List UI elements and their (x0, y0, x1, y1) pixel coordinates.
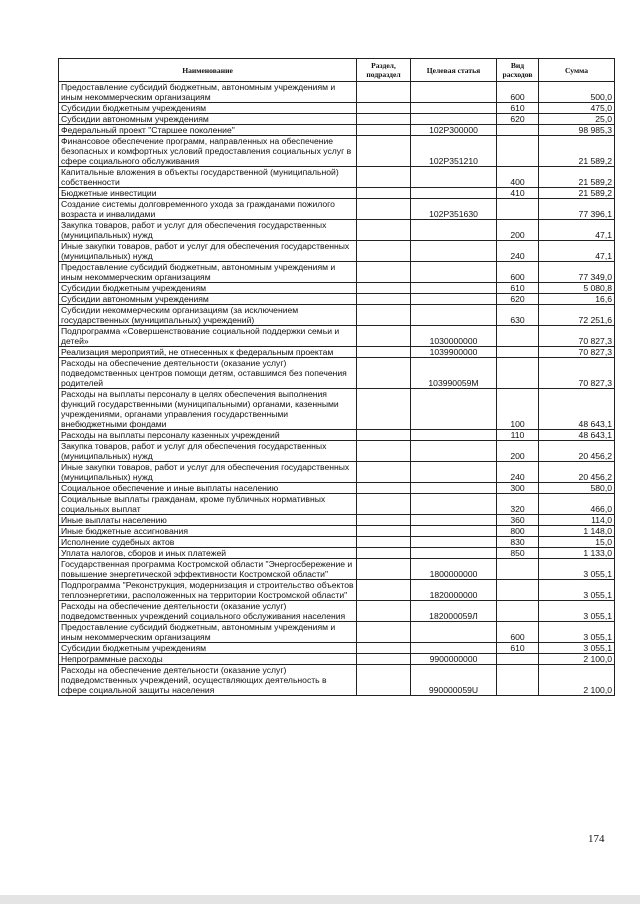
cell-name: Предоставление субсидий бюджетным, автономным учреждениям и иным некоммерческим организациям (59, 82, 357, 103)
cell-sum: 70 827,3 (539, 326, 615, 347)
cell-target (411, 483, 497, 494)
cell-target (411, 622, 497, 643)
table-row (59, 654, 615, 665)
cell-sum: 98 985,3 (539, 125, 615, 136)
cell-sum: 16,6 (539, 294, 615, 305)
cell-section (357, 537, 411, 548)
cell-target: 990000059U (411, 665, 497, 696)
cell-kind: 100 (497, 389, 539, 430)
cell-kind: 600 (497, 262, 539, 283)
cell-sum: 21 589,2 (539, 167, 615, 188)
cell-name: Закупка товаров, работ и услуг для обеспечения государственных (муниципальных) нужд (59, 220, 357, 241)
cell-section (357, 241, 411, 262)
cell-kind: 320 (497, 494, 539, 515)
table-row (59, 114, 615, 125)
cell-name: Бюджетные инвестиции (59, 188, 357, 199)
table-row (59, 643, 615, 654)
cell-sum: 15,0 (539, 537, 615, 548)
table-row (59, 262, 615, 283)
cell-section (357, 494, 411, 515)
cell-kind: 400 (497, 167, 539, 188)
cell-section (357, 262, 411, 283)
cell-kind: 410 (497, 188, 539, 199)
cell-kind (497, 358, 539, 389)
header-sum: Сумма (539, 59, 615, 82)
table-row (59, 462, 615, 483)
cell-name: Расходы на выплаты персоналу в целях обеспечения выполнения функций государственными (муниципальными) органами, казенными учреждениями, органами управления государственными внебюджетными фондами (59, 389, 357, 430)
cell-kind: 600 (497, 82, 539, 103)
cell-target: 102P351210 (411, 136, 497, 167)
cell-name: Расходы на обеспечение деятельности (оказание услуг) подведомственных учреждений социального обслуживания населения (59, 601, 357, 622)
cell-name: Финансовое обеспечение программ, направленных на обеспечение безопасных и комфортных условий предоставления социальных услуг в сфере социального обслуживания (59, 136, 357, 167)
cell-kind (497, 559, 539, 580)
table-row (59, 580, 615, 601)
cell-sum: 466,0 (539, 494, 615, 515)
cell-sum: 1 133,0 (539, 548, 615, 559)
cell-sum: 48 643,1 (539, 430, 615, 441)
cell-kind (497, 326, 539, 347)
cell-section (357, 601, 411, 622)
cell-name: Иные закупки товаров, работ и услуг для обеспечения государственных (муниципальных) нужд (59, 241, 357, 262)
cell-target (411, 537, 497, 548)
cell-section (357, 515, 411, 526)
cell-sum: 500,0 (539, 82, 615, 103)
cell-section (357, 294, 411, 305)
cell-target: 1800000000 (411, 559, 497, 580)
cell-section (357, 389, 411, 430)
cell-section (357, 305, 411, 326)
cell-kind: 620 (497, 114, 539, 125)
cell-section (357, 82, 411, 103)
cell-sum: 70 827,3 (539, 347, 615, 358)
cell-sum: 3 055,1 (539, 622, 615, 643)
table-row (59, 483, 615, 494)
table-header-row (59, 59, 615, 82)
header-kind: Вид расходов (497, 59, 539, 82)
cell-sum: 2 100,0 (539, 665, 615, 696)
header-section: Раздел, подраздел (357, 59, 411, 82)
cell-target (411, 643, 497, 654)
table-row (59, 136, 615, 167)
cell-kind: 240 (497, 241, 539, 262)
cell-sum: 21 589,2 (539, 136, 615, 167)
cell-target: 1030000000 (411, 326, 497, 347)
cell-sum: 70 827,3 (539, 358, 615, 389)
table-row (59, 283, 615, 294)
cell-name: Субсидии автономным учреждениям (59, 294, 357, 305)
cell-section (357, 643, 411, 654)
cell-name: Субсидии бюджетным учреждениям (59, 103, 357, 114)
page-number: 174 (588, 833, 605, 845)
table-row (59, 125, 615, 136)
cell-target (411, 430, 497, 441)
cell-name: Подпрограмма «Совершенствование социальной поддержки семьи и детей» (59, 326, 357, 347)
cell-name: Иные выплаты населению (59, 515, 357, 526)
header-target: Целевая статья (411, 59, 497, 82)
cell-target: 1820000000 (411, 580, 497, 601)
cell-target (411, 515, 497, 526)
cell-sum: 3 055,1 (539, 559, 615, 580)
cell-name: Иные закупки товаров, работ и услуг для обеспечения государственных (муниципальных) нужд (59, 462, 357, 483)
cell-name: Предоставление субсидий бюджетным, автономным учреждениям и иным некоммерческим организациям (59, 262, 357, 283)
cell-sum: 25,0 (539, 114, 615, 125)
cell-name: Субсидии некоммерческим организациям (за исключением государственных (муниципальных) учреждений) (59, 305, 357, 326)
cell-sum: 475,0 (539, 103, 615, 114)
table-row (59, 305, 615, 326)
cell-section (357, 622, 411, 643)
cell-section (357, 199, 411, 220)
cell-section (357, 326, 411, 347)
table-body (59, 82, 615, 696)
table-row (59, 294, 615, 305)
cell-sum: 114,0 (539, 515, 615, 526)
cell-section (357, 114, 411, 125)
cell-kind (497, 601, 539, 622)
cell-kind: 620 (497, 294, 539, 305)
cell-name: Субсидии бюджетным учреждениям (59, 283, 357, 294)
cell-name: Подпрограмма "Реконструкция, модернизация и строительство объектов теплоэнергетики, расположенных на территории Костромской области" (59, 580, 357, 601)
cell-target (411, 548, 497, 559)
cell-name: Расходы на обеспечение деятельности (оказание услуг) подведомственных центров помощи детям, оставшимся без попечения родителей (59, 358, 357, 389)
cell-kind: 240 (497, 462, 539, 483)
cell-sum: 72 251,6 (539, 305, 615, 326)
cell-target: 102P300000 (411, 125, 497, 136)
cell-target (411, 167, 497, 188)
cell-section (357, 167, 411, 188)
table-row (59, 358, 615, 389)
table-row (59, 441, 615, 462)
cell-section (357, 526, 411, 537)
cell-sum: 20 456,2 (539, 462, 615, 483)
cell-kind (497, 199, 539, 220)
cell-target: 103990059M (411, 358, 497, 389)
cell-sum: 580,0 (539, 483, 615, 494)
cell-section (357, 283, 411, 294)
table-row (59, 199, 615, 220)
table-row (59, 559, 615, 580)
table-row (59, 326, 615, 347)
cell-target (411, 294, 497, 305)
cell-sum: 3 055,1 (539, 601, 615, 622)
cell-kind (497, 665, 539, 696)
cell-name: Иные бюджетные ассигнования (59, 526, 357, 537)
cell-sum: 3 055,1 (539, 643, 615, 654)
table-row (59, 665, 615, 696)
cell-target (411, 283, 497, 294)
cell-target (411, 103, 497, 114)
table-row (59, 167, 615, 188)
cell-kind: 850 (497, 548, 539, 559)
cell-target (411, 389, 497, 430)
cell-sum: 77 349,0 (539, 262, 615, 283)
cell-name: Субсидии бюджетным учреждениям (59, 643, 357, 654)
cell-kind: 200 (497, 441, 539, 462)
table-row (59, 526, 615, 537)
cell-name: Непрограммные расходы (59, 654, 357, 665)
cell-name: Расходы на обеспечение деятельности (оказание услуг) подведомственных учреждений, осуществляющих деятельность в сфере социальной защиты населения (59, 665, 357, 696)
cell-kind (497, 654, 539, 665)
cell-section (357, 665, 411, 696)
cell-sum: 21 589,2 (539, 188, 615, 199)
cell-sum: 47,1 (539, 241, 615, 262)
cell-sum: 47,1 (539, 220, 615, 241)
cell-kind (497, 347, 539, 358)
table-row (59, 103, 615, 114)
cell-sum: 5 080,8 (539, 283, 615, 294)
cell-sum: 48 643,1 (539, 389, 615, 430)
cell-sum: 1 148,0 (539, 526, 615, 537)
cell-target (411, 82, 497, 103)
cell-target (411, 494, 497, 515)
budget-table (58, 58, 615, 696)
cell-kind: 110 (497, 430, 539, 441)
table-row (59, 430, 615, 441)
table-row (59, 537, 615, 548)
cell-name: Расходы на выплаты персоналу казенных учреждений (59, 430, 357, 441)
cell-sum: 3 055,1 (539, 580, 615, 601)
cell-target (411, 114, 497, 125)
cell-target (411, 188, 497, 199)
cell-target: 1039900000 (411, 347, 497, 358)
cell-kind: 610 (497, 283, 539, 294)
table-row (59, 494, 615, 515)
cell-kind: 830 (497, 537, 539, 548)
cell-kind: 610 (497, 643, 539, 654)
table-row (59, 241, 615, 262)
cell-target (411, 526, 497, 537)
table-row (59, 82, 615, 103)
cell-section (357, 430, 411, 441)
cell-target (411, 305, 497, 326)
cell-kind: 630 (497, 305, 539, 326)
cell-name: Исполнение судебных актов (59, 537, 357, 548)
cell-section (357, 136, 411, 167)
table-row (59, 347, 615, 358)
cell-kind: 610 (497, 103, 539, 114)
header-name: Наименование (59, 59, 357, 82)
cell-section (357, 548, 411, 559)
cell-target (411, 241, 497, 262)
cell-sum: 2 100,0 (539, 654, 615, 665)
cell-section (357, 188, 411, 199)
cell-kind (497, 580, 539, 601)
cell-name: Реализация мероприятий, не отнесенных к федеральным проектам (59, 347, 357, 358)
cell-sum: 20 456,2 (539, 441, 615, 462)
cell-kind: 300 (497, 483, 539, 494)
table-row (59, 220, 615, 241)
cell-name: Закупка товаров, работ и услуг для обеспечения государственных (муниципальных) нужд (59, 441, 357, 462)
cell-name: Государственная программа Костромской области "Энергосбережение и повышение энергетической эффективности Костромской области" (59, 559, 357, 580)
cell-section (357, 580, 411, 601)
cell-kind: 200 (497, 220, 539, 241)
cell-section (357, 347, 411, 358)
cell-target: 102P351630 (411, 199, 497, 220)
scan-edge (0, 895, 640, 904)
table-row (59, 515, 615, 526)
cell-target (411, 441, 497, 462)
table-row (59, 622, 615, 643)
cell-sum: 77 396,1 (539, 199, 615, 220)
cell-section (357, 220, 411, 241)
cell-target: 9900000000 (411, 654, 497, 665)
cell-target (411, 262, 497, 283)
cell-section (357, 483, 411, 494)
cell-kind (497, 125, 539, 136)
cell-name: Социальные выплаты гражданам, кроме публичных нормативных социальных выплат (59, 494, 357, 515)
cell-kind (497, 136, 539, 167)
table-row (59, 548, 615, 559)
cell-section (357, 103, 411, 114)
table-row (59, 188, 615, 199)
cell-section (357, 358, 411, 389)
cell-name: Создание системы долговременного ухода за гражданами пожилого возраста и инвалидами (59, 199, 357, 220)
cell-kind: 360 (497, 515, 539, 526)
cell-section (357, 125, 411, 136)
cell-name: Уплата налогов, сборов и иных платежей (59, 548, 357, 559)
cell-name: Социальное обеспечение и иные выплаты населению (59, 483, 357, 494)
cell-section (357, 654, 411, 665)
cell-target: 182000059Л (411, 601, 497, 622)
table-row (59, 601, 615, 622)
cell-name: Субсидии автономным учреждениям (59, 114, 357, 125)
cell-target (411, 220, 497, 241)
cell-section (357, 559, 411, 580)
cell-section (357, 462, 411, 483)
cell-kind: 600 (497, 622, 539, 643)
cell-name: Предоставление субсидий бюджетным, автономным учреждениям и иным некоммерческим организациям (59, 622, 357, 643)
cell-kind: 800 (497, 526, 539, 537)
cell-name: Федеральный проект "Старшее поколение" (59, 125, 357, 136)
cell-section (357, 441, 411, 462)
cell-name: Капитальные вложения в объекты государственной (муниципальной) собственности (59, 167, 357, 188)
cell-target (411, 462, 497, 483)
table-row (59, 389, 615, 430)
